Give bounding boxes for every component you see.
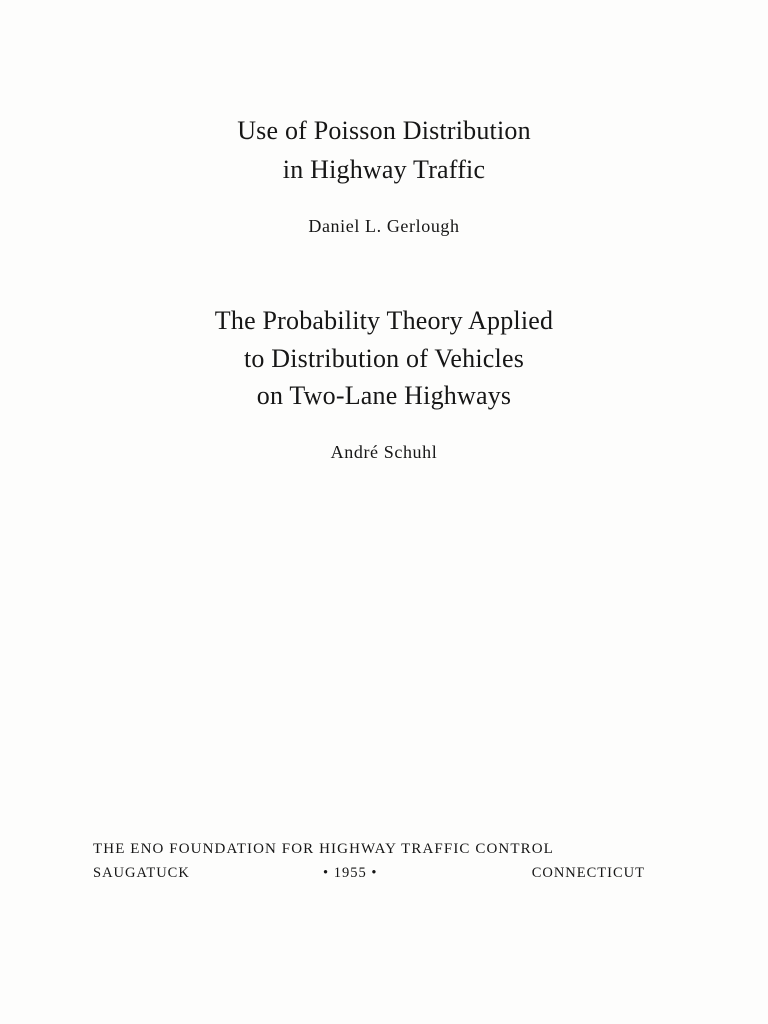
publisher-city: SAUGATUCK [93, 865, 190, 881]
publication-year: • 1955 • [323, 865, 378, 881]
paper2-title-line3: on Two-Lane Highways [256, 381, 512, 410]
paper1-author: Daniel L. Gerlough [308, 216, 460, 236]
paper2-title-line2: to Distribution of Vehicles [243, 344, 525, 373]
publisher-name: THE ENO FOUNDATION FOR HIGHWAY TRAFFIC CONTROL [93, 841, 554, 857]
publisher-state: CONNECTICUT [531, 865, 645, 881]
paper2-title-line1: The Probability Theory Applied [214, 306, 554, 335]
paper1-title-line2: in Highway Traffic [282, 155, 486, 184]
paper2-author: André Schuhl [330, 442, 438, 462]
paper1-title-line1: Use of Poisson Distribution [237, 116, 531, 145]
